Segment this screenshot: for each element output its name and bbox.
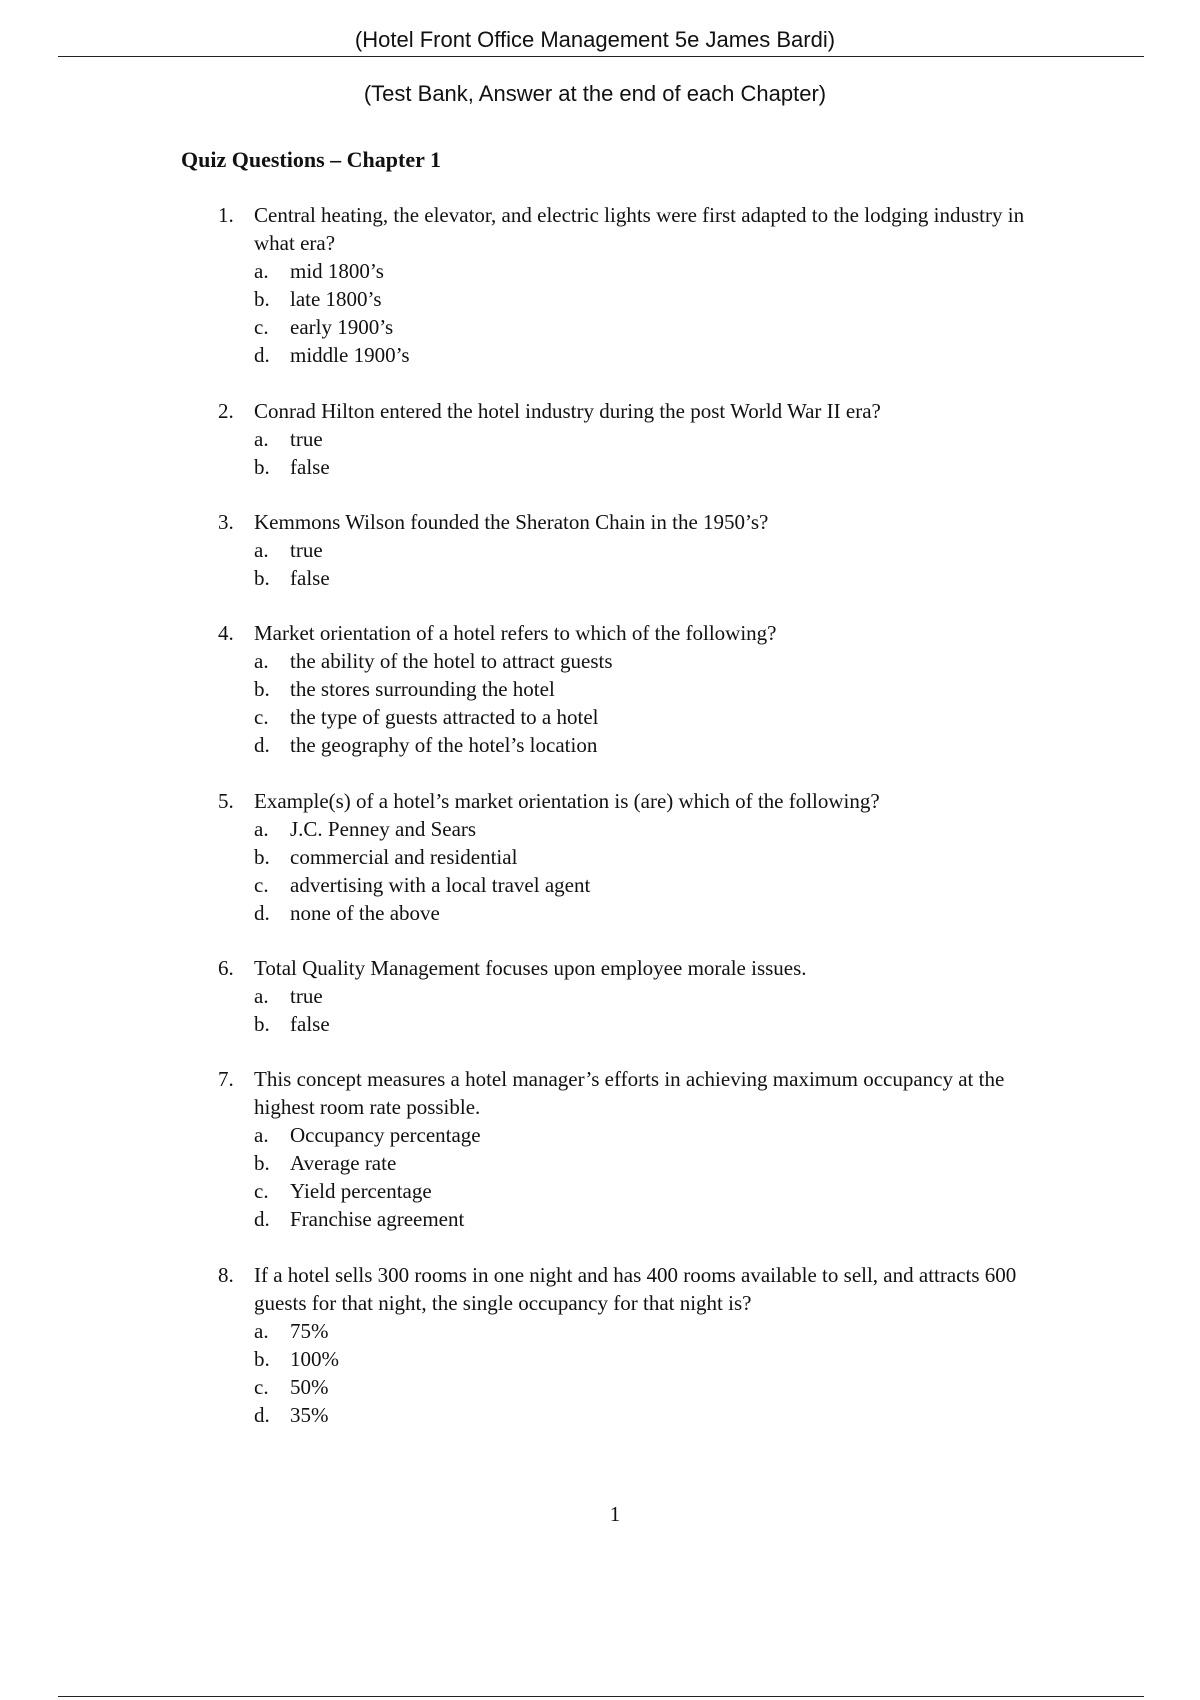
option-list [254, 425, 1014, 481]
option-list [254, 536, 1014, 592]
option-a [254, 982, 1014, 1010]
option-letter: d. [254, 343, 270, 367]
option-b [254, 1010, 1014, 1038]
option-letter: a. [254, 259, 269, 283]
question-number: 2. [218, 399, 234, 423]
option-text: true [290, 427, 323, 451]
option-list [254, 647, 1014, 759]
question-number: 8. [218, 1263, 234, 1287]
option-d [254, 731, 1014, 759]
option-letter: b. [254, 845, 270, 869]
option-text: 100% [290, 1347, 339, 1371]
option-c [254, 1373, 1014, 1401]
option-d [254, 1205, 1014, 1233]
header-divider [58, 56, 1144, 57]
option-text: the type of guests attracted to a hotel [290, 705, 599, 729]
footer-divider [58, 1696, 1144, 1697]
option-text: Yield percentage [290, 1179, 432, 1203]
option-text: 75% [290, 1319, 329, 1343]
option-letter: b. [254, 287, 270, 311]
option-a [254, 425, 1014, 453]
option-text: middle 1900’s [290, 343, 410, 367]
option-list [254, 1317, 1014, 1429]
option-d [254, 1401, 1014, 1429]
option-text: none of the above [290, 901, 440, 925]
option-list [254, 815, 1014, 927]
page-number [0, 1500, 1200, 1528]
option-text: the geography of the hotel’s location [290, 733, 598, 757]
option-a [254, 1317, 1014, 1345]
option-text: false [290, 1012, 330, 1036]
option-letter: c. [254, 1179, 269, 1203]
question-number: 7. [218, 1067, 234, 1091]
option-text: advertising with a local travel agent [290, 873, 591, 897]
option-text: Average rate [290, 1151, 397, 1175]
question-text: Market orientation of a hotel refers to which of the following? [254, 621, 777, 645]
option-text: true [290, 984, 323, 1008]
option-b [254, 285, 1014, 313]
option-a [254, 647, 1014, 675]
option-c [254, 1177, 1014, 1205]
option-list [254, 257, 1014, 369]
option-a [254, 1121, 1014, 1149]
option-c [254, 703, 1014, 731]
question-text: Total Quality Management focuses upon employee morale issues. [254, 956, 807, 980]
question-number: 6. [218, 956, 234, 980]
option-letter: c. [254, 873, 269, 897]
option-list [254, 1121, 1014, 1233]
question-number: 4. [218, 621, 234, 645]
option-b [254, 1149, 1014, 1177]
option-list [254, 982, 1014, 1038]
question-number: 1. [218, 203, 234, 227]
option-b [254, 843, 1014, 871]
option-d [254, 899, 1014, 927]
option-letter: a. [254, 1319, 269, 1343]
option-letter: b. [254, 1347, 270, 1371]
option-text: Occupancy percentage [290, 1123, 481, 1147]
option-letter: b. [254, 1151, 270, 1175]
option-b [254, 453, 1014, 481]
option-letter: a. [254, 1123, 269, 1147]
option-text: mid 1800’s [290, 259, 384, 283]
option-c [254, 313, 1014, 341]
option-letter: a. [254, 817, 269, 841]
question-text: Conrad Hilton entered the hotel industry during the post World War II era? [254, 399, 881, 423]
question-text: Kemmons Wilson founded the Sheraton Chain in the 1950’s? [254, 510, 769, 534]
question-text: Example(s) of a hotel’s market orientation is (are) which of the following? [254, 789, 880, 813]
option-a [254, 815, 1014, 843]
option-b [254, 1345, 1014, 1373]
option-text: false [290, 566, 330, 590]
question-text: If a hotel sells 300 rooms in one night and has 400 rooms available to sell, and attracts 600 guests for that night, the single occupancy for that night is? [254, 1263, 1017, 1315]
option-letter: b. [254, 1012, 270, 1036]
subheader [0, 80, 1200, 108]
option-a [254, 257, 1014, 285]
option-text: Franchise agreement [290, 1207, 465, 1231]
option-letter: d. [254, 1207, 270, 1231]
page-number-text: 1 [609, 1502, 621, 1526]
option-letter: a. [254, 427, 269, 451]
option-letter: a. [254, 984, 269, 1008]
option-letter: c. [254, 705, 269, 729]
option-letter: b. [254, 455, 270, 479]
option-text: the ability of the hotel to attract guests [290, 649, 613, 673]
option-b [254, 675, 1014, 703]
option-letter: d. [254, 901, 270, 925]
option-text: J.C. Penney and Sears [290, 817, 477, 841]
page-header [0, 26, 1200, 54]
question-number: 5. [218, 789, 234, 813]
question-text: Central heating, the elevator, and electric lights were first adapted to the lodging industry in what era? [254, 203, 1025, 255]
option-letter: a. [254, 649, 269, 673]
option-c [254, 871, 1014, 899]
option-text: early 1900’s [290, 315, 394, 339]
option-text: true [290, 538, 323, 562]
option-text: 35% [290, 1403, 329, 1427]
option-text: false [290, 455, 330, 479]
option-letter: c. [254, 315, 269, 339]
option-a [254, 536, 1014, 564]
option-text: 50% [290, 1375, 329, 1399]
document-title: (Hotel Front Office Management 5e James Bardi) [354, 27, 836, 52]
option-letter: a. [254, 538, 269, 562]
option-text: the stores surrounding the hotel [290, 677, 555, 701]
option-letter: b. [254, 566, 270, 590]
chapter-title: Quiz Questions – Chapter 1 [181, 147, 441, 172]
option-letter: c. [254, 1375, 269, 1399]
option-text: late 1800’s [290, 287, 382, 311]
option-letter: d. [254, 1403, 270, 1427]
option-d [254, 341, 1014, 369]
question-text: This concept measures a hotel manager’s efforts in achieving maximum occupancy at the highest room rate possible. [254, 1067, 1005, 1119]
option-text: commercial and residential [290, 845, 518, 869]
option-b [254, 564, 1014, 592]
document-subtitle: (Test Bank, Answer at the end of each Chapter) [363, 81, 827, 106]
option-letter: d. [254, 733, 270, 757]
option-letter: b. [254, 677, 270, 701]
question-number: 3. [218, 510, 234, 534]
